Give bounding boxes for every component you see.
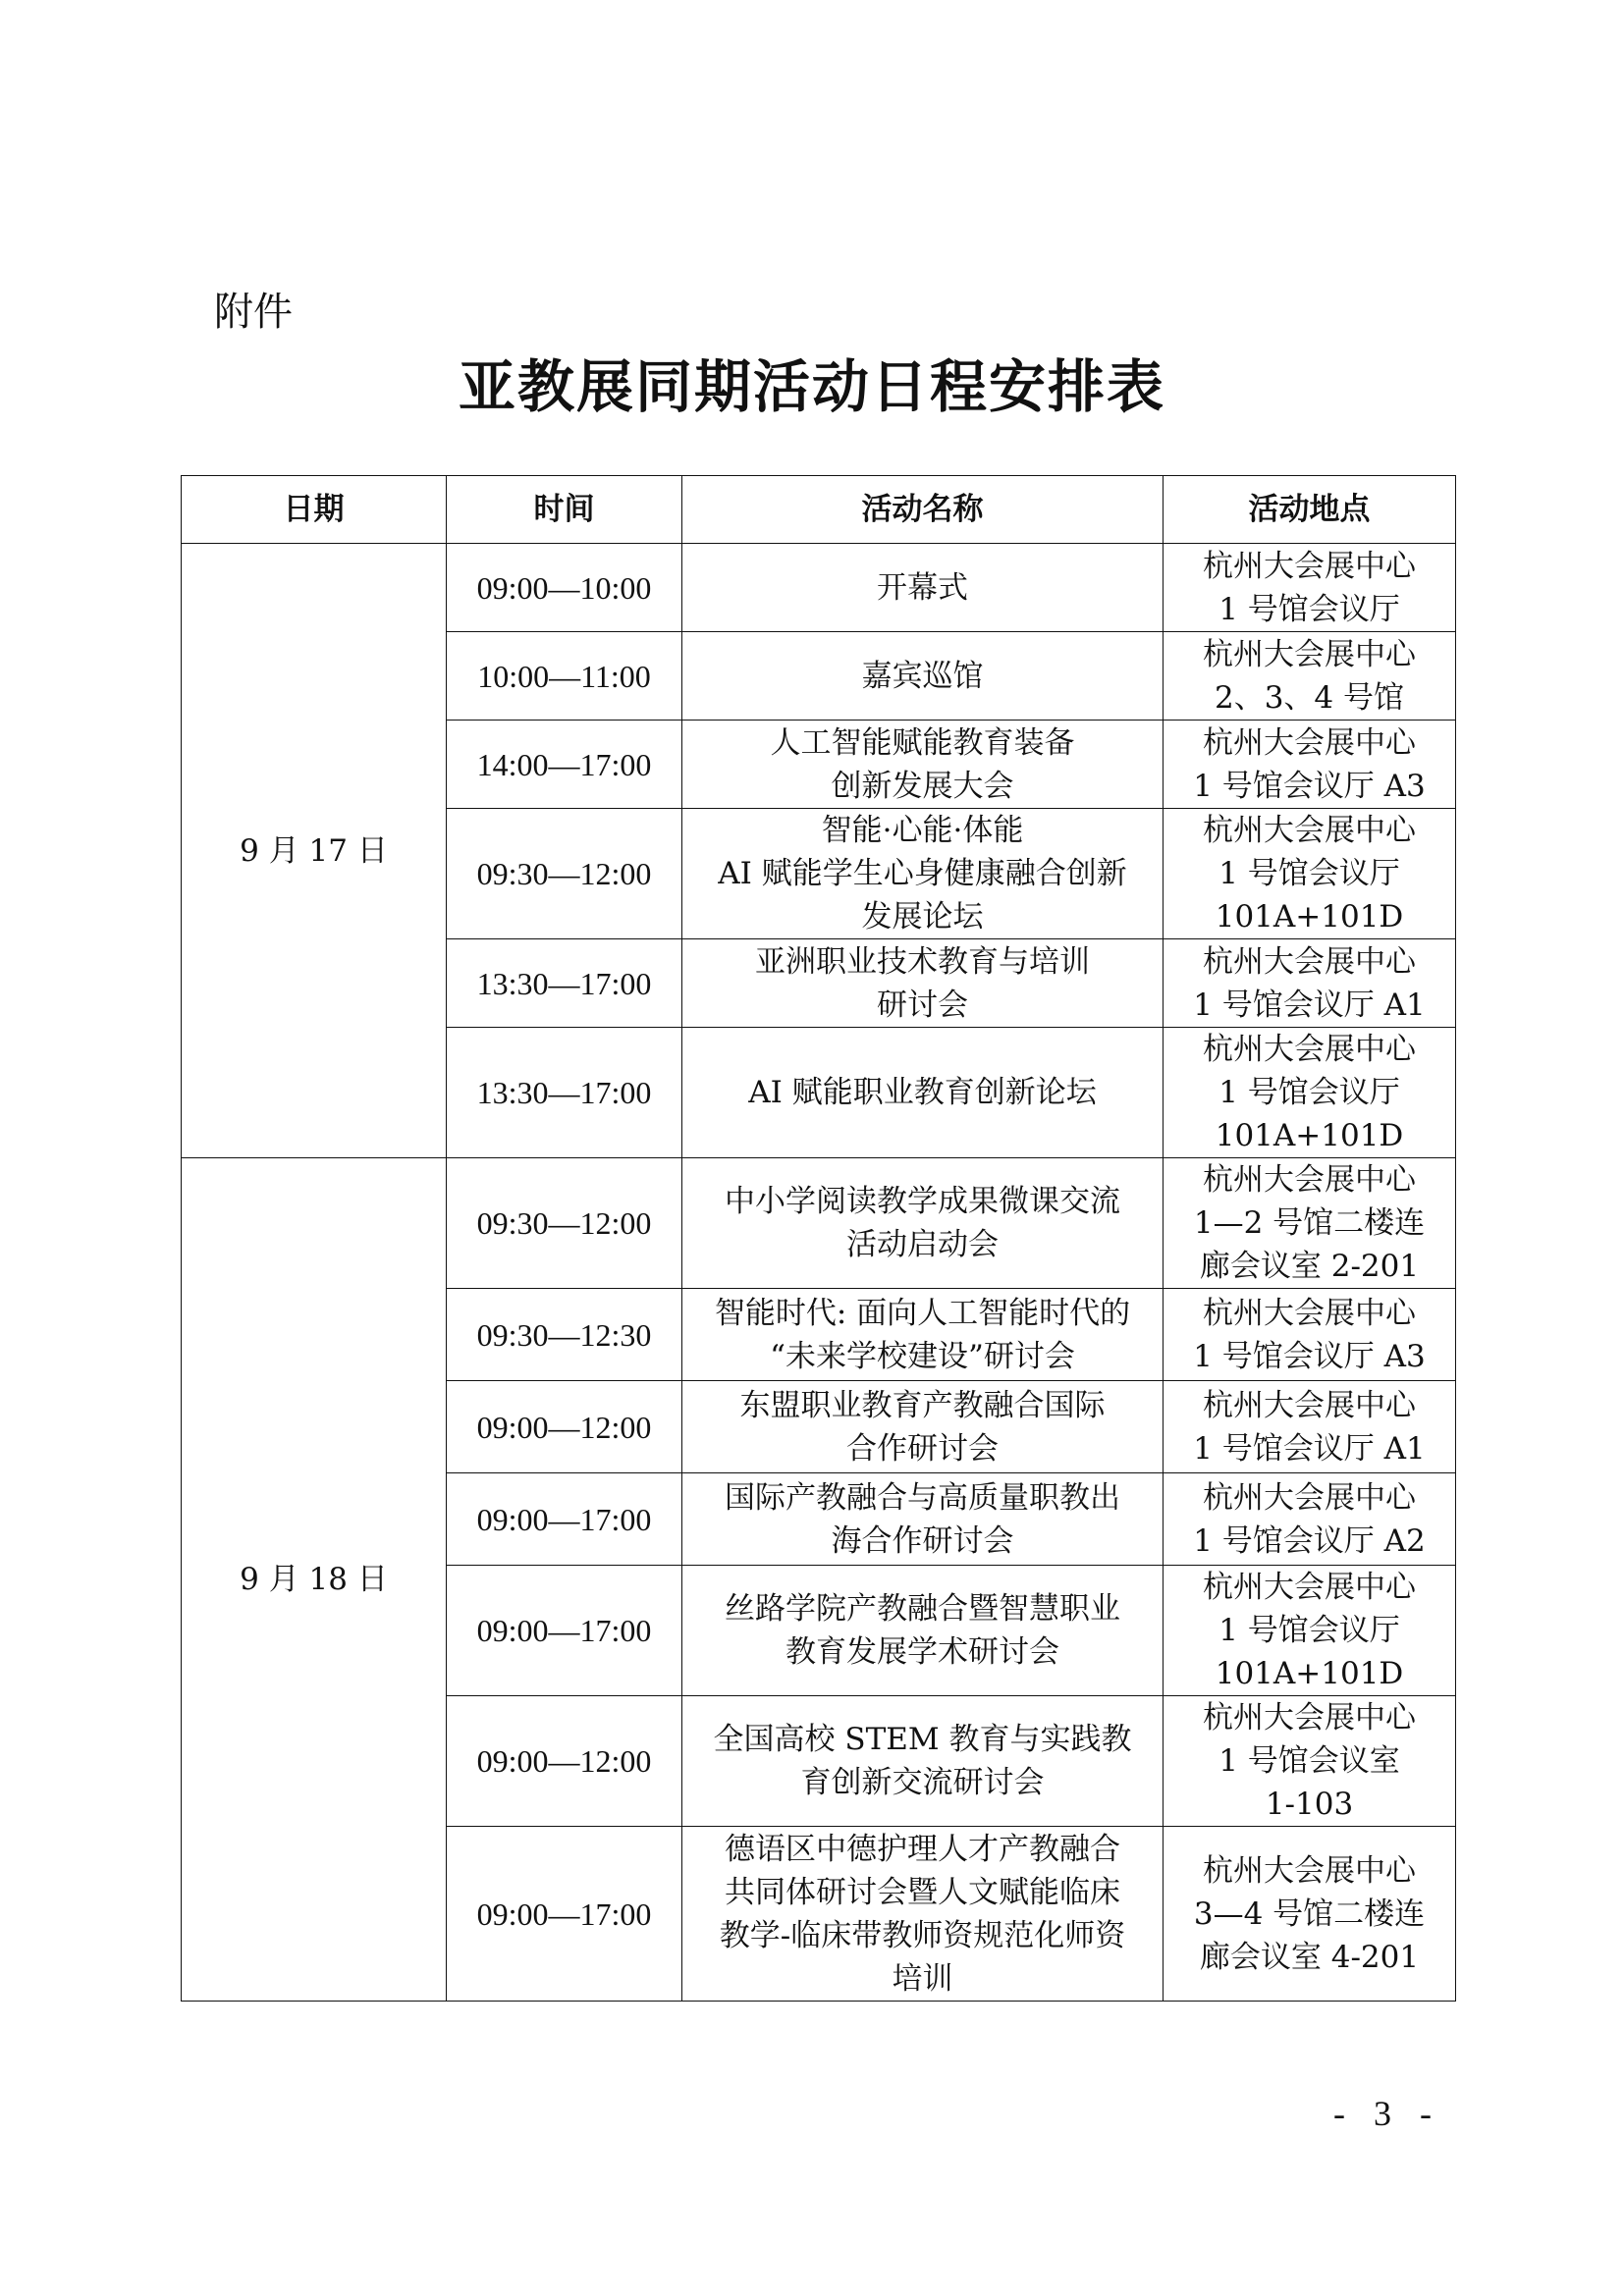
activity-name-cell: AI 赋能职业教育创新论坛 [682, 1028, 1164, 1158]
attachment-label: 附件 [214, 290, 293, 335]
activity-name-cell: 智能时代: 面向人工智能时代的 “未来学校建设”研讨会 [682, 1289, 1164, 1381]
date-cell: 9 月 18 日 [182, 1158, 447, 2002]
activity-location-cell: 杭州大会展中心 1 号馆会议厅 A2 [1164, 1473, 1456, 1566]
activity-location-cell: 杭州大会展中心 1 号馆会议厅 A1 [1164, 1381, 1456, 1473]
activity-location-cell: 杭州大会展中心 1 号馆会议厅 101A+101D [1164, 809, 1456, 939]
time-cell: 13:30—17:00 [447, 1028, 682, 1158]
time-cell: 09:30—12:30 [447, 1289, 682, 1381]
activity-location-cell: 杭州大会展中心 1 号馆会议厅 [1164, 544, 1456, 632]
time-cell: 09:00—17:00 [447, 1827, 682, 2002]
header-time: 时间 [447, 476, 682, 544]
date-cell: 9 月 17 日 [182, 544, 447, 1158]
header-date: 日期 [182, 476, 447, 544]
time-cell: 09:00—17:00 [447, 1473, 682, 1566]
header-row [182, 476, 1456, 544]
activity-name-cell: 国际产教融合与高质量职教出 海合作研讨会 [682, 1473, 1164, 1566]
activity-name-cell: 全国高校 STEM 教育与实践教 育创新交流研讨会 [682, 1696, 1164, 1827]
activity-name-cell: 亚洲职业技术教育与培训 研讨会 [682, 939, 1164, 1028]
activity-name-cell: 嘉宾巡馆 [682, 632, 1164, 721]
header-activity-name: 活动名称 [682, 476, 1164, 544]
activity-location-cell: 杭州大会展中心 3—4 号馆二楼连 廊会议室 4-201 [1164, 1827, 1456, 2002]
schedule-table [181, 475, 1456, 2002]
time-cell: 09:00—12:00 [447, 1381, 682, 1473]
time-cell: 13:30—17:00 [447, 939, 682, 1028]
activity-location-cell: 杭州大会展中心 2、3、4 号馆 [1164, 632, 1456, 721]
activity-name-cell: 德语区中德护理人才产教融合 共同体研讨会暨人文赋能临床 教学-临床带教师资规范化师资 培训 [682, 1827, 1164, 2002]
activity-name-cell: 东盟职业教育产教融合国际 合作研讨会 [682, 1381, 1164, 1473]
document-title: 亚教展同期活动日程安排表 [458, 353, 1165, 420]
time-cell: 09:30—12:00 [447, 1158, 682, 1289]
activity-name-cell: 开幕式 [682, 544, 1164, 632]
table-row [182, 544, 1456, 632]
table-row [182, 1158, 1456, 1289]
activity-name-cell: 人工智能赋能教育装备 创新发展大会 [682, 721, 1164, 809]
activity-location-cell: 杭州大会展中心 1 号馆会议厅 A1 [1164, 939, 1456, 1028]
activity-location-cell: 杭州大会展中心 1 号馆会议厅 101A+101D [1164, 1566, 1456, 1696]
activity-location-cell: 杭州大会展中心 1 号馆会议厅 A3 [1164, 1289, 1456, 1381]
activity-name-cell: 中小学阅读教学成果微课交流 活动启动会 [682, 1158, 1164, 1289]
activity-location-cell: 杭州大会展中心 1 号馆会议厅 A3 [1164, 721, 1456, 809]
page-number: - 3 - [1333, 2094, 1441, 2133]
time-cell: 09:00—10:00 [447, 544, 682, 632]
time-cell: 10:00—11:00 [447, 632, 682, 721]
activity-name-cell: 丝路学院产教融合暨智慧职业 教育发展学术研讨会 [682, 1566, 1164, 1696]
time-cell: 09:00—12:00 [447, 1696, 682, 1827]
time-cell: 09:00—17:00 [447, 1566, 682, 1696]
activity-location-cell: 杭州大会展中心 1 号馆会议室 1-103 [1164, 1696, 1456, 1827]
activity-location-cell: 杭州大会展中心 1—2 号馆二楼连 廊会议室 2-201 [1164, 1158, 1456, 1289]
time-cell: 09:30—12:00 [447, 809, 682, 939]
header-activity-location: 活动地点 [1164, 476, 1456, 544]
time-cell: 14:00—17:00 [447, 721, 682, 809]
activity-location-cell: 杭州大会展中心 1 号馆会议厅 101A+101D [1164, 1028, 1456, 1158]
activity-name-cell: 智能·心能·体能 AI 赋能学生心身健康融合创新 发展论坛 [682, 809, 1164, 939]
